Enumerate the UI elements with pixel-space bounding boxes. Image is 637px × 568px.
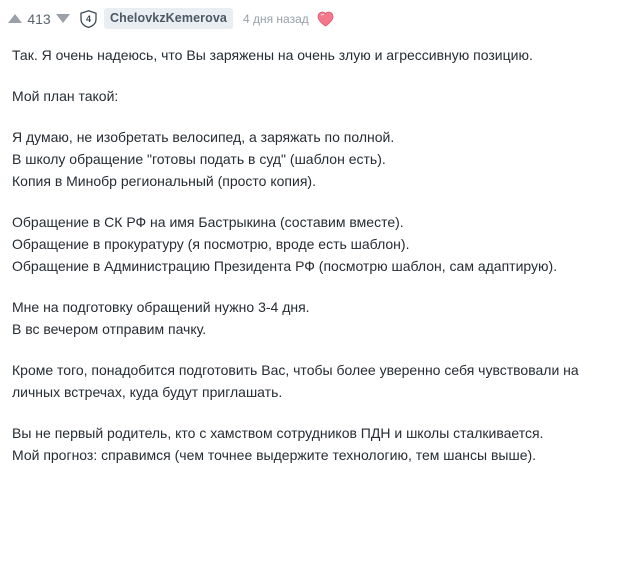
comment-line: В вс вечером отправим пачку. [12, 321, 207, 337]
comment-paragraph [12, 211, 612, 277]
comment-paragraph [12, 44, 612, 66]
comment-line: Я думаю, не изобретать велосипед, а заряжать по полной. [12, 129, 395, 145]
comment-author[interactable]: ChelovkzKemerova [104, 8, 233, 29]
shield-number-icon[interactable] [80, 10, 97, 28]
comment-line: Обращение в прокуратуру (я посмотрю, вроде есть шаблон). [12, 236, 410, 252]
comment-body [0, 36, 637, 466]
svg-text:4: 4 [85, 13, 92, 24]
comment-line: Мой план такой: [12, 88, 119, 104]
comment-line: личных встречах, куда будут приглашать. [12, 384, 283, 400]
comment-line: Так. Я очень надеюсь, что Вы заряжены на очень злую и агрессивную позицию. [12, 47, 533, 63]
comment-line: Мне на подготовку обращений нужно 3-4 дня. [12, 299, 310, 315]
comment-line: Вы не первый родитель, кто с хамством сотрудников ПДН и школы сталкивается. [12, 425, 544, 441]
rating-widget [8, 11, 70, 27]
comment-paragraph [12, 296, 612, 340]
triangle-down-icon[interactable] [56, 14, 70, 23]
comment-timestamp: 4 дня назад [242, 11, 309, 26]
comment-header [0, 0, 637, 36]
comment-paragraph [12, 422, 612, 466]
comment-line: Копия в Минобр региональный (просто копия). [12, 173, 316, 189]
comment-paragraph [12, 85, 612, 107]
comment-line: В школу обращение "готовы подать в суд" (шаблон есть). [12, 151, 386, 167]
comment-line: Мой прогноз: справимся (чем точнее выдержите технологию, тем шансы выше). [12, 447, 537, 463]
comment-paragraph [12, 359, 612, 403]
heart-emoji-icon[interactable] [317, 10, 335, 28]
triangle-up-icon[interactable] [8, 14, 22, 23]
comment-paragraph [12, 126, 612, 192]
comment-line: Обращение в СК РФ на имя Бастрыкина (составим вместе). [12, 214, 404, 230]
rating-count: 413 [27, 10, 51, 27]
comment-line: Кроме того, понадобится подготовить Вас, чтобы более уверенно себя чувствовали на [12, 362, 579, 378]
comment-line: Обращение в Администрацию Президента РФ (посмотрю шаблон, сам адаптирую). [12, 258, 558, 274]
